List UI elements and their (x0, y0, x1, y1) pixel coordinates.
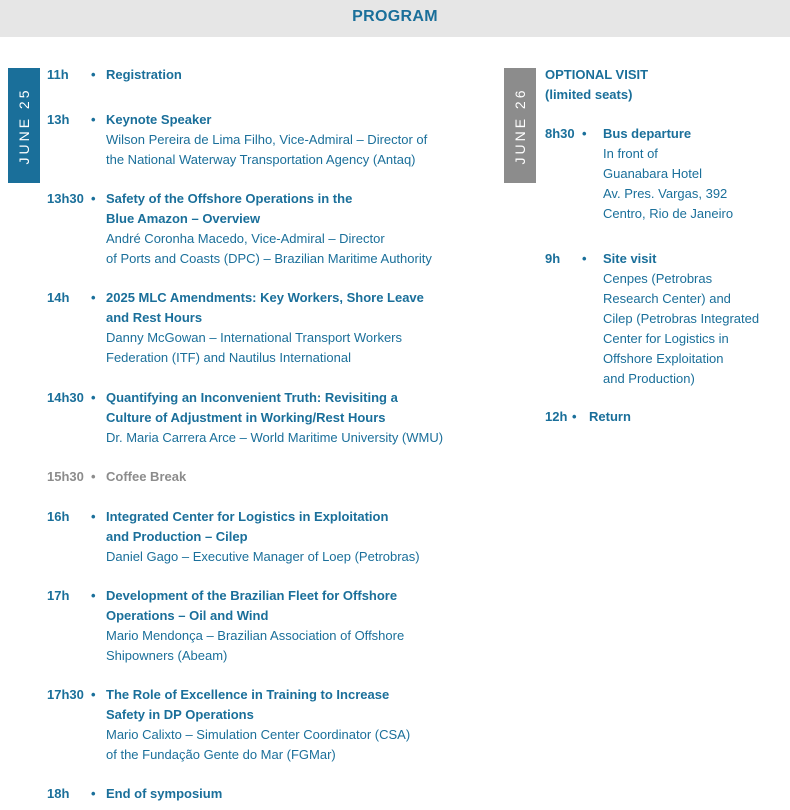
session-body (106, 110, 466, 170)
session-title-line: Safety of the Offshore Operations in the (106, 191, 353, 206)
session-title-line: Development of the Brazilian Fleet for Offshore (106, 588, 398, 603)
bullet-icon: • (91, 588, 96, 603)
session-description-line: Guanabara Hotel (603, 166, 703, 181)
session-description-line: André Coronha Macedo, Vice-Admiral – Director (106, 231, 385, 246)
session-description-line: Dr. Maria Carrera Arce – World Maritime University (WMU) (106, 430, 444, 445)
session-time: 14h (47, 290, 70, 305)
session-title-line: and Rest Hours (106, 310, 203, 325)
session-time: 15h30 (47, 469, 84, 484)
session-description-line: Wilson Pereira de Lima Filho, Vice-Admiral – Director of (106, 132, 428, 147)
session-description (603, 144, 790, 224)
session-title-line: Return (589, 409, 631, 424)
session-description-line: Danny McGowan – International Transport Workers (106, 330, 403, 345)
session-title-line: Blue Amazon – Overview (106, 211, 261, 226)
bullet-icon: • (91, 509, 96, 524)
session-title-line: Quantifying an Inconvenient Truth: Revisiting a (106, 390, 398, 405)
session-description-line: Mario Mendonça – Brazilian Association of Offshore (106, 628, 405, 643)
session-time: 13h30 (47, 191, 84, 206)
session-description (106, 725, 466, 765)
session-time: 17h (47, 588, 70, 603)
session-description (106, 626, 466, 666)
session-body (603, 249, 790, 389)
session-description-line: Av. Pres. Vargas, 392 (603, 186, 728, 201)
day-tab-june-25 (8, 68, 40, 183)
session-title-line: and Production – Cilep (106, 529, 248, 544)
session-description (106, 130, 466, 170)
session-description-line: of Ports and Coasts (DPC) – Brazilian Maritime Authority (106, 251, 432, 266)
session-time: 13h (47, 112, 70, 127)
session-title-line: The Role of Excellence in Training to Increase (106, 687, 390, 702)
session-time: 11h (47, 67, 69, 82)
session-time: 17h30 (47, 687, 84, 702)
bullet-icon: • (91, 290, 96, 305)
session-title-line: Safety in DP Operations (106, 707, 254, 722)
day-tab-label: JUNE 26 (512, 86, 528, 165)
session-description (106, 428, 466, 448)
session-body (106, 189, 466, 269)
session-description-line: Daniel Gago – Executive Manager of Loep (Petrobras) (106, 549, 420, 564)
session-description-line: Cilep (Petrobras Integrated (603, 311, 760, 326)
bullet-icon: • (91, 469, 96, 484)
session-title-line: Culture of Adjustment in Working/Rest Hours (106, 410, 386, 425)
bullet-icon: • (572, 409, 577, 424)
session-title-line: Site visit (603, 251, 657, 266)
session-time: 16h (47, 509, 70, 524)
bullet-icon: • (582, 251, 587, 266)
session-title (603, 249, 790, 269)
session-body (106, 388, 466, 448)
session-description-line: Centro, Rio de Janeiro (603, 206, 734, 221)
session-body (106, 784, 466, 804)
session-description-line: Mario Calixto – Simulation Center Coordinator (CSA) (106, 727, 411, 742)
session-title (106, 685, 466, 725)
session-description (106, 547, 466, 567)
session-description (603, 269, 790, 389)
session-description (106, 229, 466, 269)
bullet-icon: • (91, 687, 96, 702)
session-title (106, 388, 466, 428)
session-title (106, 189, 466, 229)
session-description-line: Center for Logistics in (603, 331, 729, 346)
session-description-line: Shipowners (Abeam) (106, 648, 228, 663)
optional-visit-note: (limited seats) (545, 87, 633, 102)
optional-visit-heading (545, 65, 648, 105)
session-time: 8h30 (545, 126, 575, 141)
program-header-bar (0, 0, 790, 37)
session-body (106, 507, 466, 567)
session-description-line: Federation (ITF) and Nautilus International (106, 350, 351, 365)
optional-visit-title: OPTIONAL VISIT (545, 67, 649, 82)
session-body (106, 467, 466, 487)
session-title (106, 784, 466, 804)
bullet-icon: • (91, 786, 96, 801)
session-description-line: and Production) (603, 371, 695, 386)
page-title: PROGRAM (352, 8, 438, 25)
session-time: 12h (545, 409, 568, 424)
session-title-line: Integrated Center for Logistics in Exploitation (106, 509, 389, 524)
bullet-icon: • (582, 126, 587, 141)
day-tab-label: JUNE 25 (16, 86, 32, 165)
session-body (106, 65, 466, 85)
bullet-icon: • (91, 112, 96, 127)
session-title (589, 407, 789, 427)
session-body (589, 407, 789, 427)
session-title (603, 124, 790, 144)
session-title (106, 288, 466, 328)
session-body (106, 685, 466, 765)
session-title-line: Registration (106, 67, 182, 82)
session-description-line: of the Fundação Gente do Mar (FGMar) (106, 747, 336, 762)
bullet-icon: • (91, 191, 96, 206)
day-tab-june-26 (504, 68, 536, 183)
session-body (106, 288, 466, 368)
session-description-line: Offshore Exploitation (603, 351, 724, 366)
session-title (106, 110, 466, 130)
session-time: 18h (47, 786, 70, 801)
session-title (106, 507, 466, 547)
session-title (106, 586, 466, 626)
bullet-icon: • (91, 67, 96, 82)
bullet-icon: • (91, 390, 96, 405)
session-time: 14h30 (47, 390, 84, 405)
session-body (106, 586, 466, 666)
session-title-line: Bus departure (603, 126, 692, 141)
session-title-line: 2025 MLC Amendments: Key Workers, Shore Leave (106, 290, 424, 305)
session-description-line: Research Center) and (603, 291, 731, 306)
session-title-line: Keynote Speaker (106, 112, 212, 127)
session-title (106, 467, 466, 487)
session-description (106, 328, 466, 368)
session-title-line: End of symposium (106, 786, 223, 801)
session-title-line: Coffee Break (106, 469, 187, 484)
session-description-line: In front of (603, 146, 658, 161)
session-description-line: the National Waterway Transportation Agency (Antaq) (106, 152, 416, 167)
session-time: 9h (545, 251, 561, 266)
session-title (106, 65, 466, 85)
session-description-line: Cenpes (Petrobras (603, 271, 713, 286)
session-body (603, 124, 790, 224)
session-title-line: Operations – Oil and Wind (106, 608, 269, 623)
